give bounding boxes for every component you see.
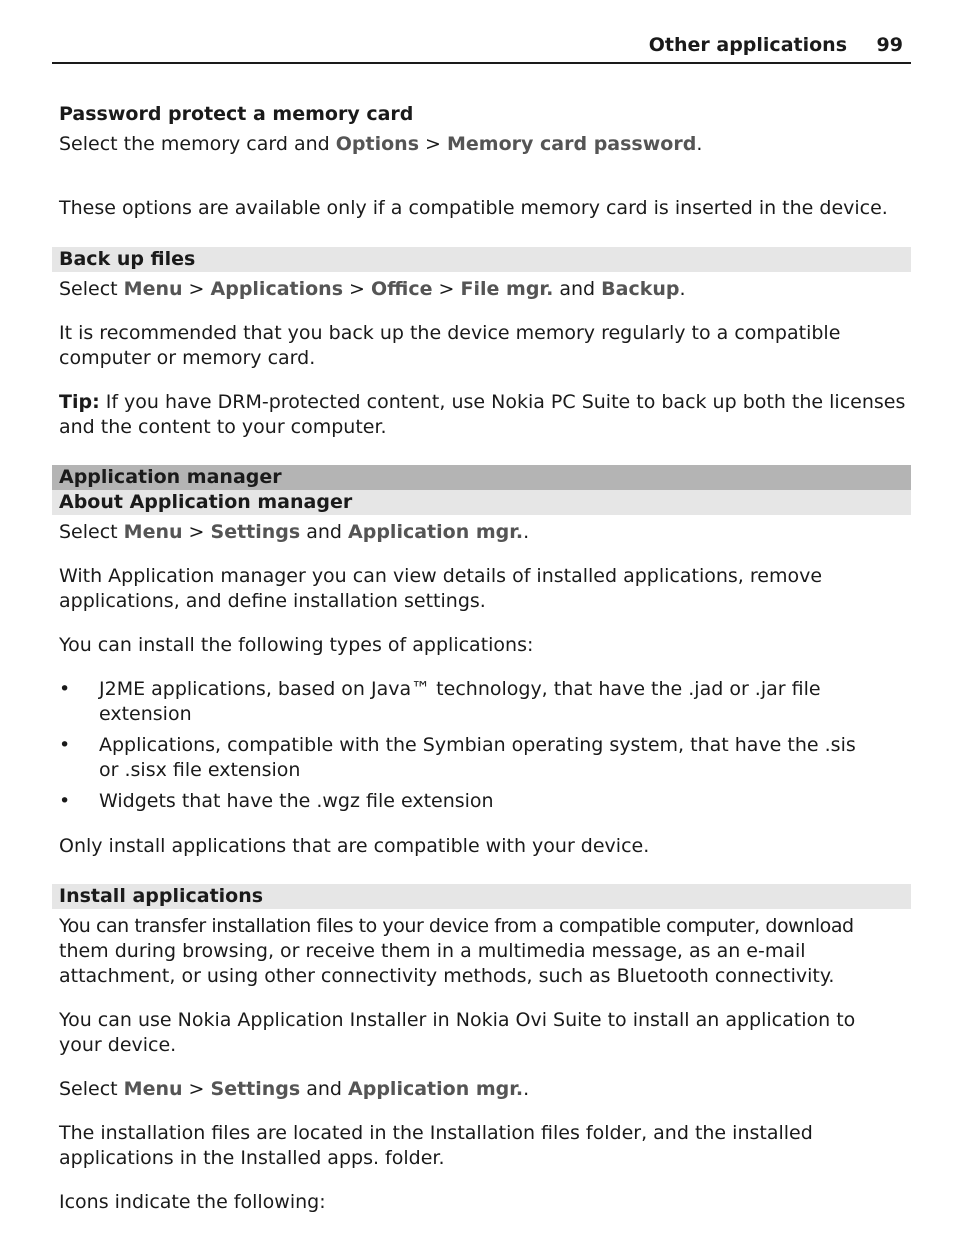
tip-label: Tip: — [59, 391, 100, 413]
backup-tip: Tip: If you have DRM-protected content, use Nokia PC Suite to back up both the licenses — [59, 391, 906, 413]
appmgr-instruction: Select Menu > Settings and Application mgr.. — [59, 521, 530, 543]
appmgr-types-intro: You can install the following types of applications: — [59, 634, 534, 656]
password-note: These options are available only if a compatible memory card is inserted in the device. — [59, 197, 888, 219]
application-manager-heading: Application manager — [59, 466, 282, 488]
backup-paragraph-line: It is recommended that you back up the device memory regularly to a compatible — [59, 322, 841, 344]
menu-office: Office — [371, 278, 433, 300]
install-paragraph-line: your device. — [59, 1034, 177, 1056]
page-header — [52, 34, 911, 64]
page-number: 99 — [876, 34, 903, 56]
password-heading: Password protect a memory card — [59, 103, 414, 125]
appmgr-paragraph-line: applications, and define installation settings. — [59, 590, 486, 612]
menu-menu: Menu — [123, 1078, 183, 1100]
backup-paragraph-line: computer or memory card. — [59, 347, 316, 369]
menu-options: Options — [335, 133, 420, 155]
install-paragraph-line: applications in the Installed apps. folder. — [59, 1147, 445, 1169]
menu-backup: Backup — [601, 278, 680, 300]
bullet-marker: • — [59, 734, 71, 756]
bullet-marker: • — [59, 678, 71, 700]
install-paragraph-line: attachment, or using other connectivity methods, such as Bluetooth connectivity. — [59, 965, 835, 987]
install-paragraph-line: The installation files are located in the Installation files folder, and the installed — [59, 1122, 813, 1144]
manual-page: Other applications 99 Password protect a memory card Select the memory card and Options > Memory card password. These options are available only if a compatible memory card is inserted in the device. Back up files Select Menu > Applications > Office > File mgr. and Backup. It is recommended that you back up the device memory regularly to a compatible computer or memory card. Tip: If you have DRM-protected content, use Nokia PC Suite to back up both the licenses and the content to your computer. Application manager About Application manager Select Menu > Settings and Application mgr.. With Application manager you can view details of installed applications, remove applications, and define installation settings. You can install the following types of applications: • J2ME applications, based on Java™ technology, that have the .jad or .jar file extension • Applications, compatible with the Symbian operating system, that have the .sis or .sisx file extension • Widgets that have the .wgz file extension Only install applications that are compatible with your device. Install applications You can transfer installation files to your device from a compatible computer, download them during browsing, or receive them in a multimedia message, as an e-mail attachment, or using other connectivity methods, such as Bluetooth connectivity. You can use Nokia Application Installer in Nokia Ovi Suite to install an application to your device. Select Menu > Settings and Application mgr.. The installation files are located in the Installation files folder, and the installed applications in the Installed apps. folder. Icons indicate the following: — [0, 0, 954, 1258]
backup-instruction: Select Menu > Applications > Office > File mgr. and Backup. — [59, 278, 686, 300]
header-title: Other applications — [648, 34, 847, 56]
menu-settings: Settings — [210, 521, 301, 543]
menu-applications: Applications — [210, 278, 344, 300]
menu-memory-card-password: Memory card password — [447, 133, 697, 155]
section-bar-about — [52, 490, 911, 515]
icons-intro: Icons indicate the following: — [59, 1191, 326, 1213]
menu-application-mgr: Application mgr. — [348, 1078, 524, 1100]
section-bar-install — [52, 884, 911, 909]
backup-tip-line: and the content to your computer. — [59, 416, 387, 438]
menu-menu: Menu — [123, 278, 183, 300]
about-heading: About Application manager — [59, 491, 353, 513]
bullet-marker: • — [59, 790, 71, 812]
appmgr-paragraph-line: With Application manager you can view details of installed applications, remove — [59, 565, 823, 587]
password-instruction: Select the memory card and Options > Memory card password. — [59, 133, 703, 155]
appmgr-compat-note: Only install applications that are compatible with your device. — [59, 835, 650, 857]
install-paragraph-line: You can use Nokia Application Installer in Nokia Ovi Suite to install an application to — [59, 1009, 856, 1031]
backup-heading: Back up files — [59, 248, 196, 270]
install-paragraph-line: them during browsing, or receive them in a multimedia message, as an e-mail — [59, 940, 806, 962]
install-paragraph-line: You can transfer installation files to your device from a compatible computer, download — [59, 915, 854, 937]
menu-settings: Settings — [210, 1078, 301, 1100]
section-bar-backup — [52, 247, 911, 272]
menu-file-mgr: File mgr. — [460, 278, 554, 300]
install-heading: Install applications — [59, 885, 264, 907]
menu-menu: Menu — [123, 521, 183, 543]
section-bar-application-manager — [52, 465, 911, 490]
menu-application-mgr: Application mgr. — [348, 521, 524, 543]
install-instruction: Select Menu > Settings and Application mgr.. — [59, 1078, 530, 1100]
